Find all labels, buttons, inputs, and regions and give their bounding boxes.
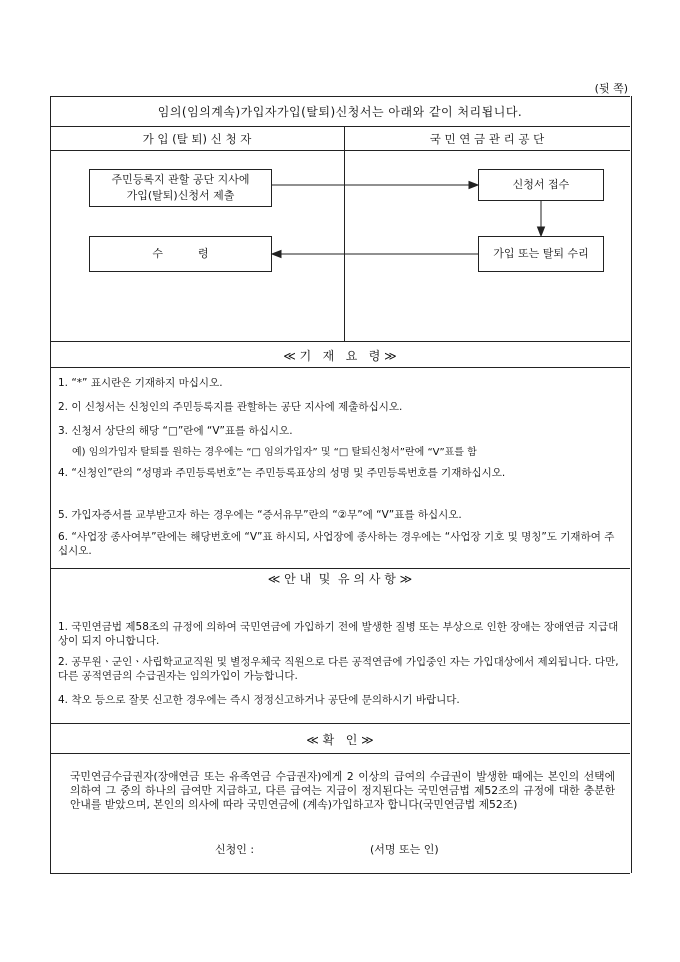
writing-guide-item: 2. 이 신청서는 신청인의 주민등록지를 관할하는 공단 지사에 제출하십시오.	[58, 401, 403, 413]
arrowhead-right-icon	[469, 182, 478, 189]
writing-guide-item: 5. 가입자증서를 교부받고자 하는 경우에는 “증서유무”란의 “②무”에 “V”표를 하십시오.	[58, 509, 462, 521]
arrowhead-left-icon	[272, 251, 281, 258]
arrowhead-down-icon	[538, 227, 545, 236]
column-header-applicant: 가 입 (탈 퇴) 신 청 자	[142, 132, 252, 146]
confirm-text: 국민연금수급권자(장애연금 또는 유족연금 수급권자)에게 2 이상의 급여의 수급권이 발생한 때에는 본인의 선택에 의하여 그 중의 하나의 급여만 지급하고, 다른 급여는 지급이 정지된다는 국민연금법 제52조의 규정에 대한 충분한 안내를 받았으며, 본인의 의사에 따라 국민연금에 (계속)가입하고자 합니다(국민연금법 제52조)	[70, 770, 615, 811]
flow-submit-line2: 가입(탈퇴)신청서 제출	[126, 189, 235, 202]
confirm-title: ≪ 확 인 ≫	[306, 733, 374, 747]
notice-item: 2. 공무원ㆍ군인ㆍ사립학교교직원 및 별정우체국 직원으로 다른 공적연금에 가입중인 자는 가입대상에서 제외됩니다. 다만, 다른 공적연금의 수급권자는 임의가입이 가능합니다.	[58, 656, 619, 682]
column-header-nps: 국 민 연 금 관 리 공 단	[429, 132, 545, 146]
process-intro: 임의(임의계속)가입자가입(탈퇴)신청서는 아래와 같이 처리됩니다.	[157, 105, 523, 119]
writing-guide-item: 6. “사업장 종사여부”란에는 해당번호에 “V”표 하시되, 사업장에 종사하는 경우에는 “사업장 기호 및 명칭”도 기재하여 주십시오.	[58, 531, 615, 557]
notice-title: ≪ 안 내 및 유 의 사 항 ≫	[267, 572, 413, 586]
writing-guide-item: 3. 신청서 상단의 해당 “□”란에 “V”표를 하십시오.	[58, 425, 293, 437]
signer-label: 신청인 :	[215, 843, 255, 856]
writing-guide-item: 4. “신청인”란의 “성명과 주민등록번호”는 주민등록표상의 성명 및 주민등록번호를 기재하십시오.	[58, 467, 506, 479]
flow-receipt-box: 수 령	[89, 236, 272, 272]
flow-submit-line1: 주민등록지 관할 공단 지사에	[111, 173, 250, 186]
writing-guide-example: 예) 임의가입자 탈퇴를 원하는 경우에는 “□ 임의가입자” 및 “□ 탈퇴신청서”란에 “V”표를 함	[72, 447, 477, 458]
signature-field[interactable]: (서명 또는 인)	[370, 843, 439, 856]
notice-item: 1. 국민연금법 제58조의 규정에 의하여 국민연금에 가입하기 전에 발생한 질병 또는 부상으로 인한 장애는 장애연금 지급대상이 되지 아니합니다.	[58, 621, 619, 647]
notice-item: 4. 착오 등으로 잘못 신고한 경우에는 즉시 정정신고하거나 공단에 문의하시기 바랍니다.	[58, 694, 460, 706]
flow-accept-box: 가입 또는 탈퇴 수리	[478, 236, 604, 272]
flow-receive-box: 신청서 접수	[478, 169, 604, 201]
writing-guide-title: ≪ 기 재 요 령 ≫	[283, 349, 397, 363]
page-side-label: (뒷 쪽)	[594, 82, 628, 95]
writing-guide-item: 1. “*” 표시란은 기재하지 마십시오.	[58, 377, 223, 389]
